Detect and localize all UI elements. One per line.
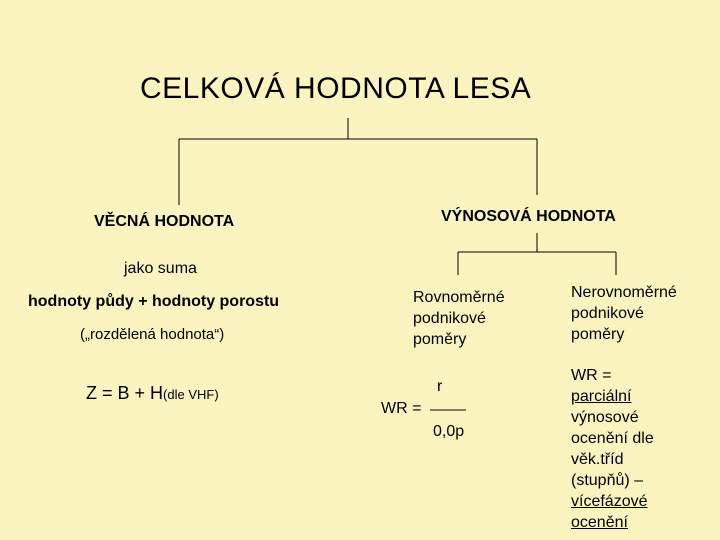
desc-line-2: parciální	[571, 388, 632, 405]
fraction-numerator: r	[437, 378, 443, 395]
nonuniform-description	[571, 365, 654, 533]
desc-line-4: ocenění dle	[571, 430, 654, 447]
desc-line-5: věk.tříd	[571, 451, 624, 468]
divided-value-note: („rozdělená hodnota“)	[80, 326, 225, 343]
desc-line-7: vícefázové	[571, 493, 648, 510]
fraction-denominator: 0,0p	[433, 423, 465, 440]
desc-line-1: WR =	[571, 367, 612, 384]
sum-intro-text: jako suma	[124, 260, 197, 277]
formula-main: Z = B + H	[86, 383, 164, 403]
material-value-formula	[86, 383, 219, 404]
uniform-line-2: podnikové	[413, 310, 486, 327]
formula-subscript: (dle VHF)	[163, 387, 219, 402]
uniform-conditions-label	[413, 287, 505, 350]
uniform-line-3: poměry	[413, 331, 467, 348]
yield-value-heading: VÝNOSOVÁ HODNOTA	[441, 208, 616, 225]
fraction-lhs: WR =	[381, 400, 422, 417]
nonuniform-line-2: podnikové	[571, 305, 644, 322]
desc-line-6: (stupňů) –	[571, 472, 644, 489]
page-title: CELKOVÁ HODNOTA LESA	[140, 72, 532, 105]
nonuniform-conditions-label	[571, 282, 677, 345]
nonuniform-line-1: Nerovnoměrné	[571, 284, 677, 301]
sum-items-text: hodnoty půdy + hodnoty porostu	[28, 293, 280, 310]
uniform-line-1: Rovnoměrné	[413, 289, 505, 306]
desc-line-8: ocenění	[571, 514, 628, 531]
material-value-heading: VĚCNÁ HODNOTA	[94, 213, 235, 230]
desc-line-3: výnosové	[571, 409, 639, 426]
nonuniform-line-3: poměry	[571, 326, 625, 343]
